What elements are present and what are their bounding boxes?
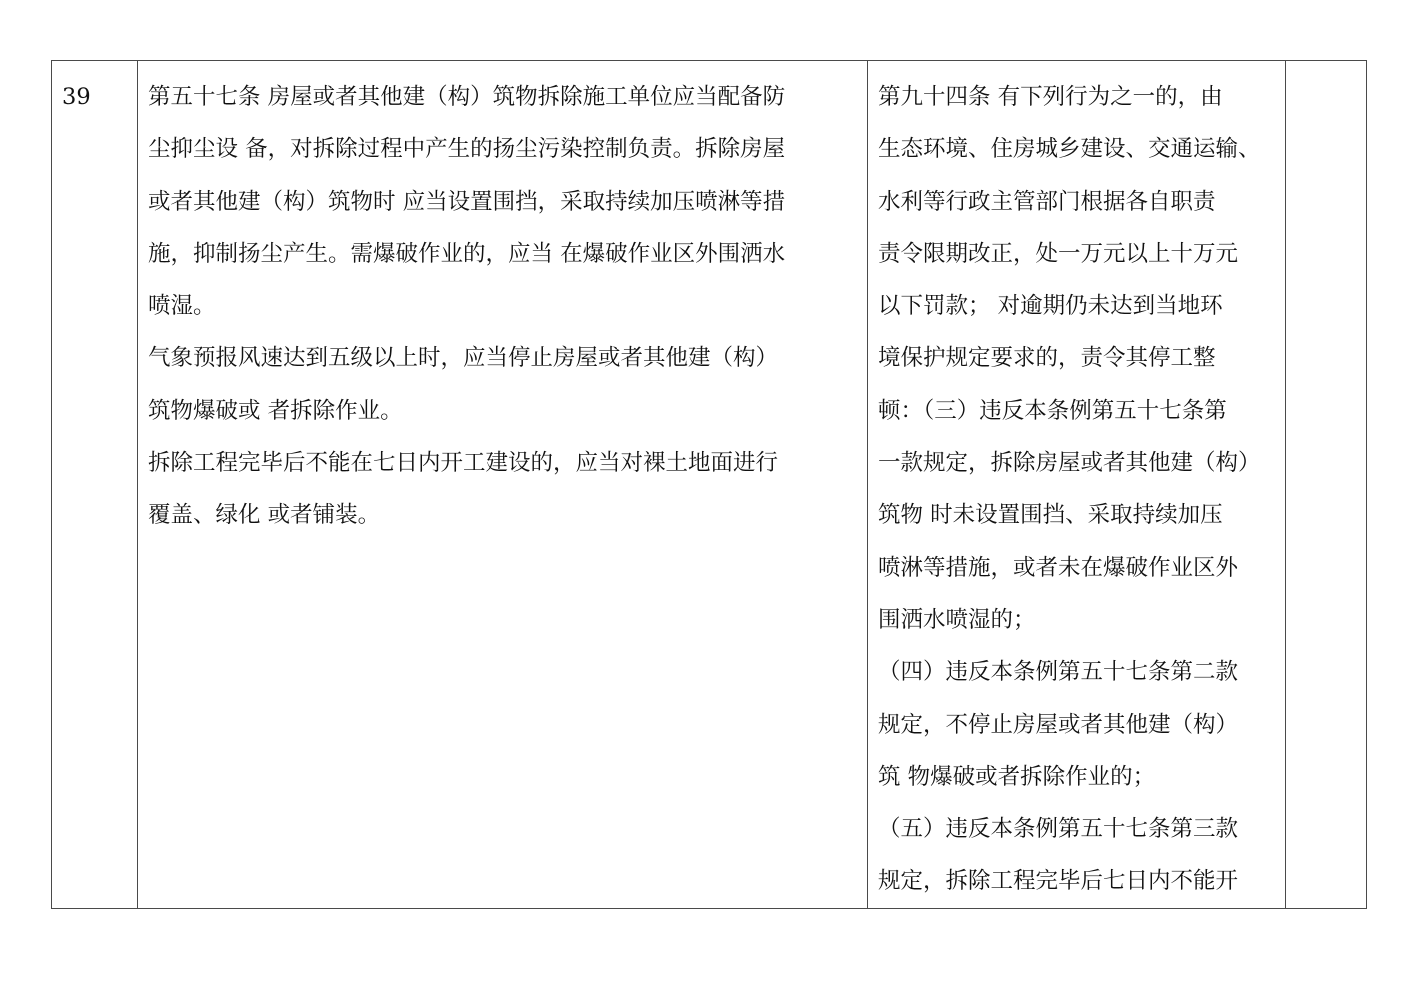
provision-line: 或者其他建（构）筑物时 应当设置围挡，采取持续加压喷淋等措 <box>148 188 786 215</box>
provision-cell <box>138 61 868 909</box>
penalty-line: 规定，不停止房屋或者其他建（构） <box>878 711 1239 738</box>
penalty-line: 顿：（三）违反本条例第五十七条第 <box>878 397 1227 424</box>
penalty-line: 责令限期改正，处一万元以上十万元 <box>878 240 1239 267</box>
penalty-line: 围洒水喷湿的； <box>878 606 1036 633</box>
regulation-table <box>51 60 1367 909</box>
table-row <box>52 61 1367 909</box>
penalty-line: 筑物 时未设置围挡、采取持续加压 <box>878 502 1223 529</box>
penalty-line: 生态环境、住房城乡建设、交通运输、 <box>878 136 1261 163</box>
penalty-text <box>868 61 1285 908</box>
provision-line: 尘抑尘设 备，对拆除过程中产生的扬尘污染控制负责。拆除房屋 <box>148 136 786 163</box>
row-number-cell <box>52 61 138 909</box>
provision-line: 筑物爆破或 者拆除作业。 <box>148 397 403 424</box>
provision-line: 气象预报风速达到五级以上时，应当停止房屋或者其他建（构） <box>148 345 779 372</box>
penalty-line: 喷淋等措施，或者未在爆破作业区外 <box>878 554 1239 581</box>
provision-line: 施，抑制扬尘产生。需爆破作业的，应当 在爆破作业区外围洒水 <box>148 240 786 267</box>
penalty-line: 筑 物爆破或者拆除作业的； <box>878 763 1156 790</box>
penalty-line: （五）违反本条例第五十七条第三款 <box>878 816 1239 843</box>
penalty-line: 第九十四条 有下列行为之一的，由 <box>878 84 1223 110</box>
penalty-line: （四）违反本条例第五十七条第二款 <box>878 659 1239 686</box>
penalty-cell <box>868 61 1286 909</box>
provision-line: 覆盖、绿化 或者铺装。 <box>148 502 381 529</box>
provision-line: 喷湿。 <box>148 293 216 320</box>
provision-line: 第五十七条 房屋或者其他建（构）筑物拆除施工单位应当配备防 <box>148 84 786 110</box>
remark-cell <box>1286 61 1367 909</box>
penalty-line: 规定，拆除工程完毕后七日内不能开 <box>878 868 1239 895</box>
penalty-line: 境保护规定要求的，责令其停工整 <box>878 345 1216 372</box>
penalty-line: 一款规定，拆除房屋或者其他建（构） <box>878 450 1261 477</box>
row-number: 39 <box>62 84 91 110</box>
penalty-line: 水利等行政主管部门根据各自职责 <box>878 188 1216 215</box>
penalty-line: 以下罚款； 对逾期仍未达到当地环 <box>878 293 1223 320</box>
provision-text <box>138 61 867 542</box>
provision-line: 拆除工程完毕后不能在七日内开工建设的，应当对裸土地面进行 <box>148 450 779 477</box>
